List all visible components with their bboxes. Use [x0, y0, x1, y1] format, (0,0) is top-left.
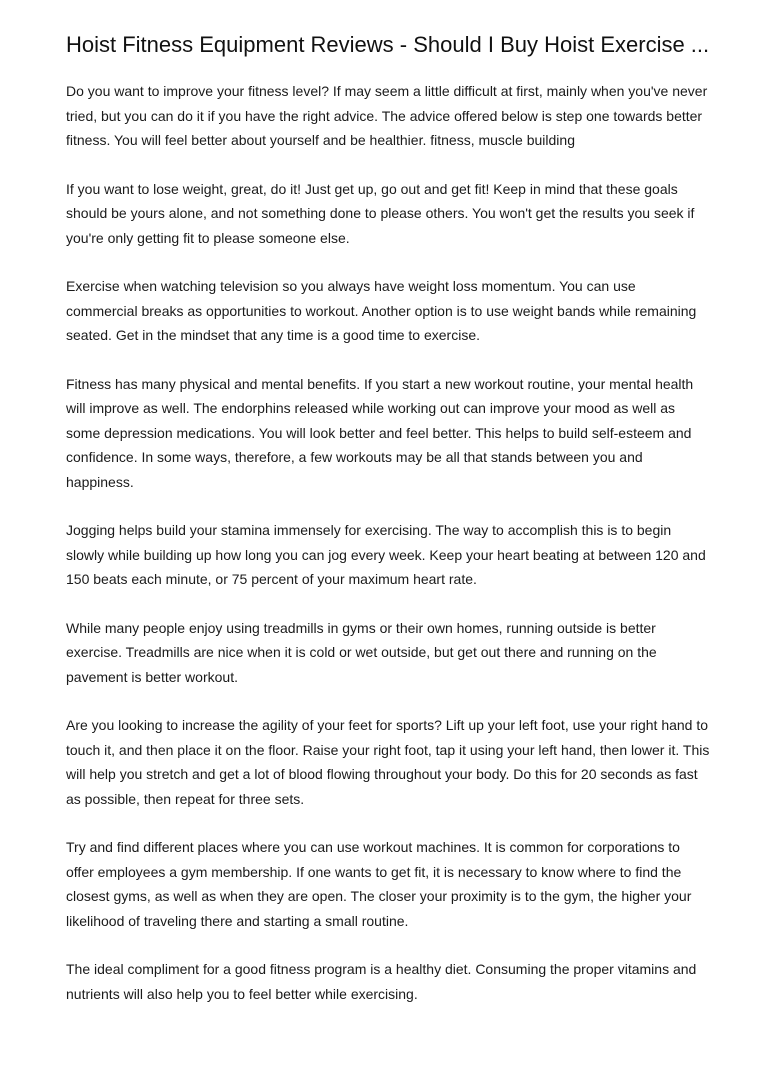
paragraph-7: Are you looking to increase the agility of your feet for sports? Lift up your left foot, use your right hand to touch it, and then place it on the floor. Raise your right foot, tap it using your left hand, then lower it. This will help you stretch and get a lot of blood flowing throughout your body. Do this for 20 seconds as fast as possible, then repeat for three sets.	[66, 717, 710, 807]
paragraph-1: Do you want to improve your fitness level? If may seem a little difficult at first, mainly when you've never tried, but you can do it if you have the right advice. The advice offered below is step one towards better fitness. You will feel better about yourself and be healthier. fitness, muscle building	[66, 83, 708, 148]
paragraph-4: Fitness has many physical and mental benefits. If you start a new workout routine, your mental health will improve as well. The endorphins released while working out can improve your mood as well as some depression medications. You will look better and feel better. This helps to build self-esteem and confidence. In some ways, therefore, a few workouts may be all that stands between you and happiness.	[66, 375, 694, 490]
paragraph-9: The ideal compliment for a good fitness program is a healthy diet. Consuming the proper vitamins and nutrients will also help you to feel better while exercising.	[66, 961, 697, 1002]
document-title: Hoist Fitness Equipment Reviews - Should I Buy Hoist Exercise ...	[66, 32, 710, 57]
paragraph-8: Try and find different places where you can use workout machines. It is common for corporations to offer employees a gym membership. If one wants to get fit, it is necessary to know where to find the closest gyms, as well as when they are open. The closer your proximity is to the gym, the higher your likelihood of traveling there and starting a small routine.	[66, 839, 692, 929]
paragraph-2: If you want to lose weight, great, do it! Just get up, go out and get fit! Keep in mind that these goals should be yours alone, and not something done to please others. You won't get the results you seek if you're only getting fit to please someone else.	[66, 180, 695, 246]
document-page	[66, 34, 710, 1030]
paragraph-5: Jogging helps build your stamina immensely for exercising. The way to accomplish this is to begin slowly while building up how long you can jog every week. Keep your heart beating at between 120 and 150 beats each minute, or 75 percent of your maximum heart rate.	[66, 522, 706, 587]
paragraph-3: Exercise when watching television so you always have weight loss momentum. You can use commercial breaks as opportunities to workout. Another option is to use weight bands while remaining seated. Get in the mindset that any time is a good time to exercise.	[66, 278, 697, 343]
paragraph-6: While many people enjoy using treadmills in gyms or their own homes, running outside is better exercise. Treadmills are nice when it is cold or wet outside, but get out there and running on the pavement is better workout.	[66, 619, 657, 685]
